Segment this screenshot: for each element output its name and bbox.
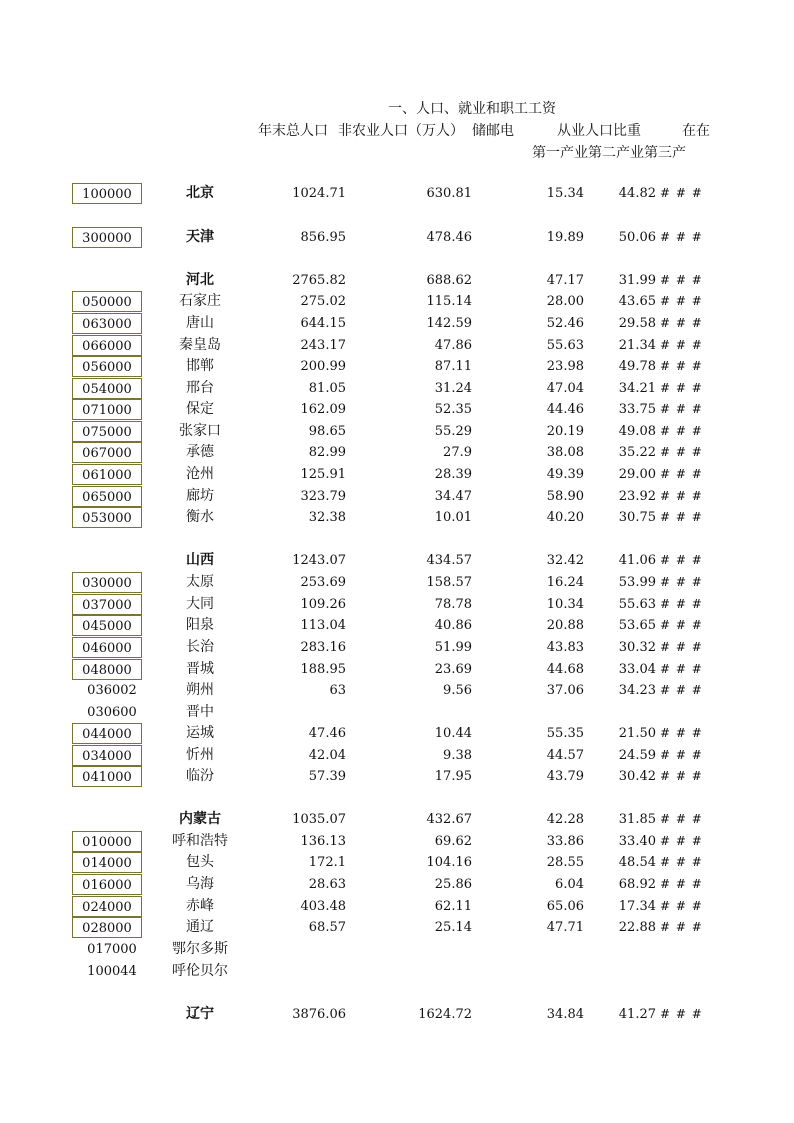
non-agricultural-population: 55.29 bbox=[434, 424, 472, 439]
total-population: 2765.82 bbox=[292, 273, 346, 288]
overflow-marker: # # # bbox=[660, 662, 703, 676]
non-agricultural-population: 31.24 bbox=[434, 381, 472, 396]
region-code: 071000 bbox=[72, 399, 142, 420]
primary-industry-ratio: 16.24 bbox=[546, 575, 584, 590]
primary-industry-ratio: 43.79 bbox=[546, 769, 584, 784]
overflow-marker: # # # bbox=[660, 445, 703, 459]
primary-industry-ratio: 20.19 bbox=[546, 424, 584, 439]
table-row bbox=[0, 961, 794, 982]
region-code: 017000 bbox=[87, 942, 137, 957]
overflow-marker: # # # bbox=[660, 553, 703, 567]
table-row bbox=[0, 702, 794, 723]
region-name: 阳泉 bbox=[186, 617, 214, 633]
non-agricultural-population: 62.11 bbox=[434, 899, 472, 914]
secondary-industry-ratio: 17.34 bbox=[618, 899, 656, 914]
overflow-marker: # # # bbox=[660, 834, 703, 848]
total-population: 1024.71 bbox=[292, 186, 346, 201]
region-name: 晋中 bbox=[186, 704, 214, 720]
region-name: 临汾 bbox=[186, 768, 214, 784]
overflow-marker: # # # bbox=[660, 230, 703, 244]
non-agricultural-population: 69.62 bbox=[434, 834, 472, 849]
overflow-marker: # # # bbox=[660, 855, 703, 869]
table-row bbox=[0, 896, 794, 917]
table-row bbox=[0, 852, 794, 873]
region-code: 063000 bbox=[72, 313, 142, 334]
region-name: 河北 bbox=[186, 272, 214, 288]
non-agricultural-population: 25.86 bbox=[434, 877, 472, 892]
region-code: 053000 bbox=[72, 507, 142, 528]
total-population: 243.17 bbox=[300, 338, 346, 353]
non-agricultural-population: 630.81 bbox=[426, 186, 472, 201]
region-code: 100000 bbox=[72, 183, 142, 204]
secondary-industry-ratio: 30.32 bbox=[618, 640, 656, 655]
region-code: 075000 bbox=[72, 421, 142, 442]
table-row bbox=[0, 594, 794, 615]
table-row bbox=[0, 1004, 794, 1025]
secondary-industry-ratio: 55.63 bbox=[618, 597, 656, 612]
table-row bbox=[0, 550, 794, 571]
overflow-marker: # # # bbox=[660, 726, 703, 740]
region-name: 保定 bbox=[186, 401, 214, 417]
table-row bbox=[0, 680, 794, 701]
overflow-marker: # # # bbox=[660, 769, 703, 783]
region-code: 045000 bbox=[72, 615, 142, 636]
total-population: 68.57 bbox=[308, 920, 346, 935]
region-code: 065000 bbox=[72, 486, 142, 507]
table-row bbox=[0, 356, 794, 377]
table-row bbox=[0, 659, 794, 680]
region-code: 037000 bbox=[72, 594, 142, 615]
region-code: 046000 bbox=[72, 637, 142, 658]
region-code: 028000 bbox=[72, 917, 142, 938]
region-name: 邯郸 bbox=[186, 358, 214, 374]
total-population: 644.15 bbox=[300, 316, 346, 331]
region-code: 036002 bbox=[87, 683, 137, 698]
table-row bbox=[0, 335, 794, 356]
header-non-agri: 非农业人口（万人） bbox=[338, 123, 464, 139]
primary-industry-ratio: 55.35 bbox=[546, 726, 584, 741]
region-name: 赤峰 bbox=[186, 898, 214, 914]
total-population: 28.63 bbox=[308, 877, 346, 892]
non-agricultural-population: 25.14 bbox=[434, 920, 472, 935]
secondary-industry-ratio: 41.06 bbox=[618, 553, 656, 568]
primary-industry-ratio: 37.06 bbox=[546, 683, 584, 698]
secondary-industry-ratio: 68.92 bbox=[618, 877, 656, 892]
secondary-industry-ratio: 22.88 bbox=[618, 920, 656, 935]
region-code: 050000 bbox=[72, 291, 142, 312]
secondary-industry-ratio: 33.75 bbox=[618, 402, 656, 417]
primary-industry-ratio: 47.17 bbox=[546, 273, 584, 288]
region-name: 内蒙古 bbox=[179, 811, 221, 827]
secondary-industry-ratio: 33.40 bbox=[618, 834, 656, 849]
non-agricultural-population: 9.38 bbox=[443, 748, 472, 763]
header-employ-ratio: 从业人口比重 bbox=[557, 123, 641, 139]
region-code: 054000 bbox=[72, 378, 142, 399]
primary-industry-ratio: 65.06 bbox=[546, 899, 584, 914]
secondary-industry-ratio: 53.99 bbox=[618, 575, 656, 590]
region-name: 鄂尔多斯 bbox=[172, 941, 228, 957]
region-name: 大同 bbox=[186, 596, 214, 612]
non-agricultural-population: 17.95 bbox=[434, 769, 472, 784]
secondary-industry-ratio: 21.50 bbox=[618, 726, 656, 741]
header-industry-sub: 第一产业第二产业第三产 bbox=[532, 145, 686, 161]
total-population: 283.16 bbox=[300, 640, 346, 655]
table-row bbox=[0, 378, 794, 399]
region-name: 张家口 bbox=[179, 423, 221, 439]
secondary-industry-ratio: 24.59 bbox=[618, 748, 656, 763]
region-code: 030600 bbox=[87, 705, 137, 720]
secondary-industry-ratio: 43.65 bbox=[618, 294, 656, 309]
region-name: 乌海 bbox=[186, 876, 214, 892]
region-code: 100044 bbox=[87, 964, 137, 979]
primary-industry-ratio: 55.63 bbox=[546, 338, 584, 353]
total-population: 63 bbox=[329, 683, 346, 698]
non-agricultural-population: 47.86 bbox=[434, 338, 472, 353]
secondary-industry-ratio: 53.65 bbox=[618, 618, 656, 633]
non-agricultural-population: 478.46 bbox=[426, 230, 472, 245]
region-name: 朔州 bbox=[186, 682, 214, 698]
overflow-marker: # # # bbox=[660, 402, 703, 416]
non-agricultural-population: 432.67 bbox=[426, 812, 472, 827]
primary-industry-ratio: 49.39 bbox=[546, 467, 584, 482]
primary-industry-ratio: 43.83 bbox=[546, 640, 584, 655]
table-row bbox=[0, 874, 794, 895]
secondary-industry-ratio: 48.54 bbox=[618, 855, 656, 870]
region-code: 300000 bbox=[72, 227, 142, 248]
non-agricultural-population: 115.14 bbox=[426, 294, 472, 309]
primary-industry-ratio: 20.88 bbox=[546, 618, 584, 633]
table-row bbox=[0, 313, 794, 334]
overflow-marker: # # # bbox=[660, 618, 703, 632]
header-storage: 储邮电 bbox=[472, 123, 514, 139]
non-agricultural-population: 104.16 bbox=[426, 855, 472, 870]
region-code: 030000 bbox=[72, 572, 142, 593]
table-row bbox=[0, 917, 794, 938]
overflow-marker: # # # bbox=[660, 294, 703, 308]
secondary-industry-ratio: 34.23 bbox=[618, 683, 656, 698]
region-name: 通辽 bbox=[186, 919, 214, 935]
table-row bbox=[0, 745, 794, 766]
total-population: 57.39 bbox=[308, 769, 346, 784]
primary-industry-ratio: 10.34 bbox=[546, 597, 584, 612]
overflow-marker: # # # bbox=[660, 510, 703, 524]
region-name: 石家庄 bbox=[179, 293, 221, 309]
non-agricultural-population: 87.11 bbox=[434, 359, 472, 374]
primary-industry-ratio: 58.90 bbox=[546, 489, 584, 504]
secondary-industry-ratio: 30.42 bbox=[618, 769, 656, 784]
total-population: 172.1 bbox=[308, 855, 346, 870]
secondary-industry-ratio: 21.34 bbox=[618, 338, 656, 353]
non-agricultural-population: 52.35 bbox=[434, 402, 472, 417]
secondary-industry-ratio: 29.00 bbox=[618, 467, 656, 482]
overflow-marker: # # # bbox=[660, 338, 703, 352]
overflow-marker: # # # bbox=[660, 186, 703, 200]
region-name: 辽宁 bbox=[186, 1006, 214, 1022]
region-code: 034000 bbox=[72, 745, 142, 766]
region-code: 061000 bbox=[72, 464, 142, 485]
region-name: 唐山 bbox=[186, 315, 214, 331]
secondary-industry-ratio: 35.22 bbox=[618, 445, 656, 460]
region-code: 010000 bbox=[72, 831, 142, 852]
region-code: 066000 bbox=[72, 335, 142, 356]
non-agricultural-population: 51.99 bbox=[434, 640, 472, 655]
primary-industry-ratio: 15.34 bbox=[546, 186, 584, 201]
region-name: 山西 bbox=[186, 552, 214, 568]
overflow-marker: # # # bbox=[660, 424, 703, 438]
region-name: 沧州 bbox=[186, 466, 214, 482]
non-agricultural-population: 34.47 bbox=[434, 489, 472, 504]
secondary-industry-ratio: 50.06 bbox=[618, 230, 656, 245]
primary-industry-ratio: 40.20 bbox=[546, 510, 584, 525]
overflow-marker: # # # bbox=[660, 575, 703, 589]
overflow-marker: # # # bbox=[660, 359, 703, 373]
primary-industry-ratio: 52.46 bbox=[546, 316, 584, 331]
region-code: 056000 bbox=[72, 356, 142, 377]
non-agricultural-population: 10.44 bbox=[434, 726, 472, 741]
total-population: 403.48 bbox=[300, 899, 346, 914]
overflow-marker: # # # bbox=[660, 1007, 703, 1021]
primary-industry-ratio: 42.28 bbox=[546, 812, 584, 827]
primary-industry-ratio: 6.04 bbox=[555, 877, 584, 892]
overflow-marker: # # # bbox=[660, 877, 703, 891]
table-row bbox=[0, 723, 794, 744]
region-name: 呼伦贝尔 bbox=[172, 963, 228, 979]
region-name: 承德 bbox=[186, 444, 214, 460]
primary-industry-ratio: 38.08 bbox=[546, 445, 584, 460]
total-population: 113.04 bbox=[300, 618, 346, 633]
non-agricultural-population: 27.9 bbox=[443, 445, 472, 460]
overflow-marker: # # # bbox=[660, 381, 703, 395]
non-agricultural-population: 23.69 bbox=[434, 662, 472, 677]
non-agricultural-population: 158.57 bbox=[426, 575, 472, 590]
primary-industry-ratio: 23.98 bbox=[546, 359, 584, 374]
primary-industry-ratio: 44.68 bbox=[546, 662, 584, 677]
primary-industry-ratio: 47.04 bbox=[546, 381, 584, 396]
region-code: 014000 bbox=[72, 852, 142, 873]
table-row bbox=[0, 183, 794, 204]
header-total-pop: 年末总人口 bbox=[258, 123, 328, 139]
table-row bbox=[0, 421, 794, 442]
region-name: 秦皇岛 bbox=[179, 337, 221, 353]
primary-industry-ratio: 44.57 bbox=[546, 748, 584, 763]
primary-industry-ratio: 34.84 bbox=[546, 1007, 584, 1022]
overflow-marker: # # # bbox=[660, 640, 703, 654]
region-name: 天津 bbox=[186, 229, 214, 245]
total-population: 188.95 bbox=[300, 662, 346, 677]
total-population: 42.04 bbox=[308, 748, 346, 763]
overflow-marker: # # # bbox=[660, 489, 703, 503]
total-population: 200.99 bbox=[300, 359, 346, 374]
overflow-marker: # # # bbox=[660, 597, 703, 611]
region-code: 048000 bbox=[72, 659, 142, 680]
non-agricultural-population: 78.78 bbox=[434, 597, 472, 612]
total-population: 98.65 bbox=[308, 424, 346, 439]
table-row bbox=[0, 486, 794, 507]
overflow-marker: # # # bbox=[660, 899, 703, 913]
non-agricultural-population: 1624.72 bbox=[418, 1007, 472, 1022]
region-name: 太原 bbox=[186, 574, 214, 590]
region-name: 晋城 bbox=[186, 661, 214, 677]
total-population: 323.79 bbox=[300, 489, 346, 504]
non-agricultural-population: 688.62 bbox=[426, 273, 472, 288]
secondary-industry-ratio: 23.92 bbox=[618, 489, 656, 504]
total-population: 275.02 bbox=[300, 294, 346, 309]
total-population: 125.91 bbox=[300, 467, 346, 482]
overflow-marker: # # # bbox=[660, 812, 703, 826]
table-row bbox=[0, 507, 794, 528]
total-population: 1035.07 bbox=[292, 812, 346, 827]
secondary-industry-ratio: 44.82 bbox=[618, 186, 656, 201]
total-population: 1243.07 bbox=[292, 553, 346, 568]
region-code: 024000 bbox=[72, 896, 142, 917]
primary-industry-ratio: 33.86 bbox=[546, 834, 584, 849]
total-population: 109.26 bbox=[300, 597, 346, 612]
table-row bbox=[0, 939, 794, 960]
non-agricultural-population: 434.57 bbox=[426, 553, 472, 568]
region-name: 衡水 bbox=[186, 509, 214, 525]
total-population: 136.13 bbox=[300, 834, 346, 849]
secondary-industry-ratio: 49.78 bbox=[618, 359, 656, 374]
overflow-marker: # # # bbox=[660, 920, 703, 934]
overflow-marker: # # # bbox=[660, 316, 703, 330]
region-code: 041000 bbox=[72, 766, 142, 787]
primary-industry-ratio: 28.00 bbox=[546, 294, 584, 309]
header-zaizai: 在在 bbox=[682, 123, 710, 139]
table-row bbox=[0, 442, 794, 463]
table-row bbox=[0, 809, 794, 830]
non-agricultural-population: 28.39 bbox=[434, 467, 472, 482]
secondary-industry-ratio: 30.75 bbox=[618, 510, 656, 525]
region-name: 呼和浩特 bbox=[172, 833, 228, 849]
total-population: 253.69 bbox=[300, 575, 346, 590]
table-row bbox=[0, 615, 794, 636]
primary-industry-ratio: 47.71 bbox=[546, 920, 584, 935]
region-name: 忻州 bbox=[186, 747, 214, 763]
secondary-industry-ratio: 29.58 bbox=[618, 316, 656, 331]
secondary-industry-ratio: 31.85 bbox=[618, 812, 656, 827]
secondary-industry-ratio: 34.21 bbox=[618, 381, 656, 396]
overflow-marker: # # # bbox=[660, 467, 703, 481]
region-name: 运城 bbox=[186, 725, 214, 741]
table-row bbox=[0, 464, 794, 485]
region-code: 044000 bbox=[72, 723, 142, 744]
total-population: 81.05 bbox=[308, 381, 346, 396]
table-row bbox=[0, 227, 794, 248]
region-code: 016000 bbox=[72, 874, 142, 895]
region-name: 廊坊 bbox=[186, 488, 214, 504]
table-row bbox=[0, 572, 794, 593]
table-row bbox=[0, 766, 794, 787]
non-agricultural-population: 40.86 bbox=[434, 618, 472, 633]
table-row bbox=[0, 399, 794, 420]
secondary-industry-ratio: 33.04 bbox=[618, 662, 656, 677]
primary-industry-ratio: 28.55 bbox=[546, 855, 584, 870]
total-population: 47.46 bbox=[308, 726, 346, 741]
region-name: 包头 bbox=[186, 854, 214, 870]
table-row bbox=[0, 270, 794, 291]
region-name: 邢台 bbox=[186, 380, 214, 396]
total-population: 82.99 bbox=[308, 445, 346, 460]
total-population: 3876.06 bbox=[292, 1007, 346, 1022]
primary-industry-ratio: 19.89 bbox=[546, 230, 584, 245]
total-population: 856.95 bbox=[300, 230, 346, 245]
secondary-industry-ratio: 31.99 bbox=[618, 273, 656, 288]
region-name: 长治 bbox=[186, 639, 214, 655]
primary-industry-ratio: 32.42 bbox=[546, 553, 584, 568]
page-title: 一、人口、就业和职工工资 bbox=[388, 101, 556, 117]
primary-industry-ratio: 44.46 bbox=[546, 402, 584, 417]
table-row bbox=[0, 291, 794, 312]
table-row bbox=[0, 637, 794, 658]
non-agricultural-population: 9.56 bbox=[443, 683, 472, 698]
secondary-industry-ratio: 49.08 bbox=[618, 424, 656, 439]
total-population: 162.09 bbox=[300, 402, 346, 417]
table-row bbox=[0, 831, 794, 852]
non-agricultural-population: 142.59 bbox=[426, 316, 472, 331]
region-name: 北京 bbox=[186, 185, 214, 201]
total-population: 32.38 bbox=[308, 510, 346, 525]
overflow-marker: # # # bbox=[660, 683, 703, 697]
overflow-marker: # # # bbox=[660, 748, 703, 762]
region-code: 067000 bbox=[72, 442, 142, 463]
overflow-marker: # # # bbox=[660, 273, 703, 287]
non-agricultural-population: 10.01 bbox=[434, 510, 472, 525]
secondary-industry-ratio: 41.27 bbox=[618, 1007, 656, 1022]
